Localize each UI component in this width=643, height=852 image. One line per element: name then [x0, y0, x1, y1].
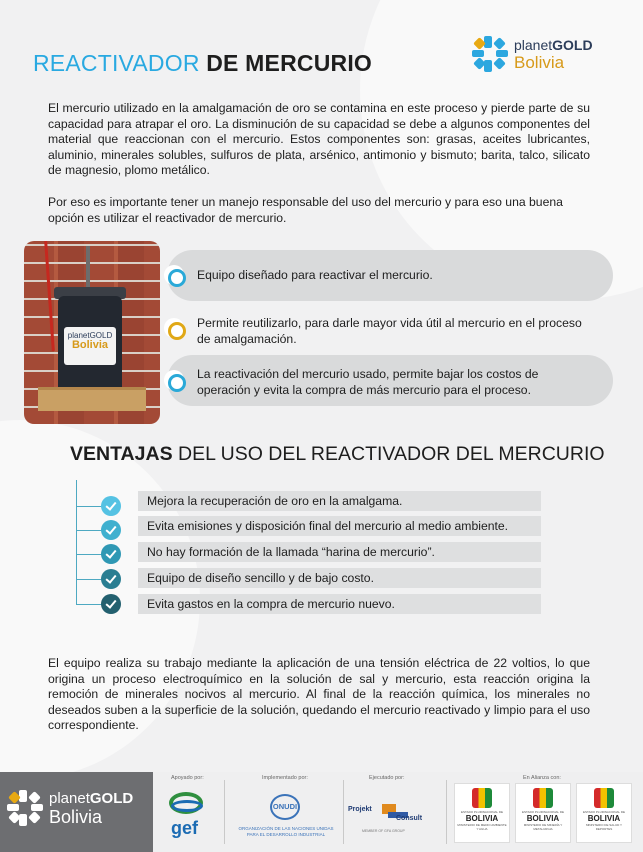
implemented-by-caption: Implementado por: — [262, 775, 308, 781]
section-title: VENTAJAS DEL USO DEL REACTIVADOR DEL MERCURIO — [70, 443, 605, 465]
projekt-caption: MEMBER OF GFA GROUP — [362, 829, 405, 833]
onudi-caption: ORGANIZACIÓN DE LAS NACIONES UNIDAS PARA EL DESARROLLO INDUSTRIAL — [238, 826, 334, 837]
executed-by-caption: Ejecutado por: — [369, 775, 405, 781]
check-icon — [101, 569, 121, 589]
intro-paragraph: El mercurio utilizado en la amalgamación de oro se contamina en este proceso y pierde parte de su capacidad para atrapar el oro. La disminución de su capacidad se debe a algunos componentes del material que reaccionan con el mercurio. Estos componentes son: grasas, aceites lubricantes, aluminio, minerales solubles, sulfuros de plata, arsénico, antimonio y bismuto; barita, talco, silicato de magnesio, plomo metálico. — [48, 101, 590, 177]
advantage-item: Equipo de diseño sencillo y de bajo costo. — [138, 568, 541, 588]
intro-paragraph-2: Por eso es importante tener un manejo responsable del uso del mercurio y para eso una buena opción es utilizar el reactivador de mercurio. — [48, 195, 563, 225]
ministry-emblem: ESTADO PLURINACIONAL DE BOLIVIA MINISTERIO DE MINERÍA Y METALURGIA — [515, 783, 571, 843]
feature-text: La reactivación del mercurio usado, permite bajar los costos de operación y evita la compra de más mercurio para el proceso. — [197, 367, 539, 397]
bullet-icon — [164, 318, 184, 338]
feature-text: Permite reutilizarlo, para darle mayor vida útil al mercurio en el proceso de amalgamación. — [197, 316, 582, 346]
jar-label: planetGOLD Bolivia — [64, 327, 116, 365]
gef-logo: gef — [167, 790, 207, 846]
advantage-item: Mejora la recuperación de oro en la amalgama. — [138, 491, 541, 511]
bolivia-crest-icon — [533, 788, 553, 808]
bullet-icon — [164, 265, 184, 285]
advantage-item: Evita emisiones y disposición final del mercurio al medio ambiente. — [138, 516, 541, 536]
footer — [0, 772, 643, 852]
onudi-logo: ONUDI — [270, 794, 300, 820]
check-icon — [101, 594, 121, 614]
alliance-caption: En Alianza con: — [523, 775, 561, 781]
footer-logo-panel — [0, 772, 153, 852]
check-icon — [101, 520, 121, 540]
tree-line — [76, 480, 77, 605]
ministry-emblem: ESTADO PLURINACIONAL DE BOLIVIA MINISTERIO DE SALUD Y DEPORTES — [576, 783, 632, 843]
planetgold-logo: planetGOLD Bolivia — [472, 36, 593, 72]
bullet-icon — [164, 370, 184, 390]
closing-paragraph: El equipo realiza su trabajo mediante la aplicación de una tensión eléctrica de 22 voltios, lo que origina un proceso electroquímico en la solución de sal y mercurio, esta reacción origina la remoción de minerales nocivos al mercurio. Al final de la reacción química, los minerales no deseados suben a la superficie de la solución, quedando el mercurio reactivado y limpio para el uso correspondiente. — [48, 656, 590, 732]
bolivia-crest-icon — [472, 788, 492, 808]
planetgold-star-icon — [7, 790, 43, 826]
page-title: REACTIVADOR DE MERCURIO — [33, 50, 372, 76]
feature-text: Equipo diseñado para reactivar el mercurio. — [197, 268, 433, 282]
ministry-emblem: ESTADO PLURINACIONAL DE BOLIVIA MINISTERIO DE MEDIO AMBIENTE Y AGUA — [454, 783, 510, 843]
planetgold-star-icon — [472, 36, 508, 72]
advantage-item: No hay formación de la llamada “harina de mercurio”. — [138, 542, 541, 562]
planetgold-logo-footer: planetGOLD Bolivia — [7, 790, 133, 826]
reactivator-photo — [24, 241, 160, 424]
advantage-item: Evita gastos en la compra de mercurio nuevo. — [138, 594, 541, 614]
check-icon — [101, 496, 121, 516]
projekt-consult-logo: Projekt Consult — [348, 806, 423, 822]
check-icon — [101, 544, 121, 564]
bolivia-crest-icon — [594, 788, 614, 808]
supported-by-caption: Apoyado por: — [171, 775, 204, 781]
